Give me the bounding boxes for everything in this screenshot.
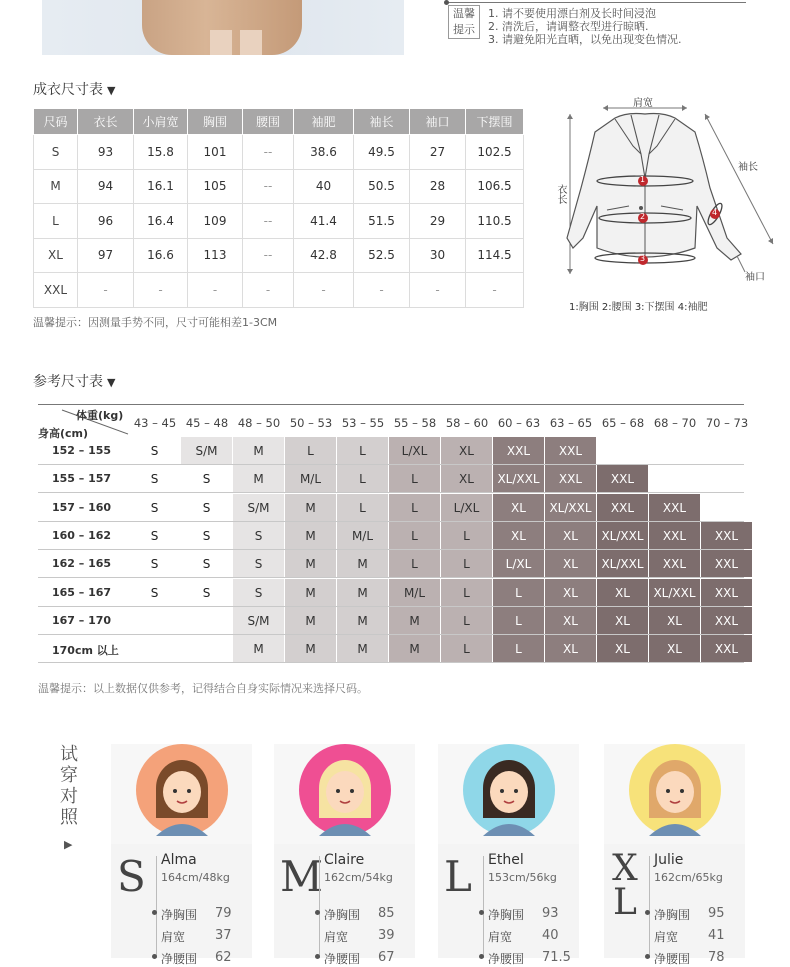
size-cell: L <box>389 465 440 492</box>
size-cell: XXL <box>597 465 648 492</box>
table-cell: - <box>78 273 134 308</box>
table-cell: 30 <box>410 238 466 273</box>
size-cell: M <box>389 635 440 662</box>
measurement-note: 温馨提示：因测量手势不同，尺寸可能相差1-3CM <box>33 316 278 329</box>
column-header: 胸围 <box>188 109 243 135</box>
size-cell: XXL <box>701 607 752 634</box>
table-row <box>38 579 744 607</box>
size-cell: XXL <box>701 522 752 549</box>
table-cell: - <box>354 273 410 308</box>
size-cell: XXL <box>34 273 78 308</box>
size-cell: XL/XXL <box>597 550 648 577</box>
divider <box>483 856 484 958</box>
care-instructions <box>446 2 746 46</box>
bust-label: 净胸围 <box>324 908 361 922</box>
size-cell: M <box>337 607 388 634</box>
waist-row <box>161 950 232 967</box>
size-cell: M <box>34 169 78 204</box>
marker-number: 3 <box>640 254 646 263</box>
model-card <box>438 744 579 966</box>
bullet-dot <box>479 910 484 915</box>
table-row <box>38 550 744 578</box>
size-cell: XXL <box>545 465 596 492</box>
avatar-illustration <box>136 744 228 836</box>
table-cell: - <box>294 273 354 308</box>
table-row <box>34 273 524 308</box>
table-cell: -- <box>243 204 294 239</box>
fitting-title: 试穿对照 <box>60 744 78 828</box>
size-cell: M <box>285 494 336 521</box>
size-cell: M <box>285 522 336 549</box>
bust-row <box>324 906 395 923</box>
size-cell: L <box>441 579 492 606</box>
table-cell: 102.5 <box>466 135 524 170</box>
size-cell: XL <box>545 550 596 577</box>
table-row <box>38 494 744 522</box>
weight-column-header: 55 – 58 <box>393 416 437 430</box>
table-row <box>38 607 744 635</box>
table-cell: 106.5 <box>466 169 524 204</box>
size-cell: M/L <box>285 465 336 492</box>
size-cell: XL <box>34 238 78 273</box>
shoulder-label: 肩宽 <box>324 930 349 944</box>
shoulder-value: 39 <box>378 928 395 943</box>
table-cell: 113 <box>188 238 243 273</box>
table-cell: 16.4 <box>134 204 188 239</box>
shoulder-label: 肩宽 <box>654 930 679 944</box>
weight-column-header: 70 – 73 <box>705 416 749 430</box>
waist-label: 净腰围 <box>488 952 525 966</box>
model-height-weight: 164cm/48kg <box>161 871 230 884</box>
bust-row <box>488 906 559 923</box>
marker-number: 1 <box>640 175 646 184</box>
care-item: 3. 请避免阳光直晒，以免出现变色情况. <box>488 33 682 46</box>
jacket-illustration <box>545 88 785 298</box>
shoulder-value: 41 <box>708 928 725 943</box>
table-cell: 51.5 <box>354 204 410 239</box>
table-cell: 49.5 <box>354 135 410 170</box>
size-letter-part: L <box>613 882 637 923</box>
size-cell: XL <box>545 522 596 549</box>
waist-row <box>324 950 395 967</box>
model-name: Ethel <box>488 852 524 868</box>
waist-label: 净腰围 <box>654 952 691 966</box>
size-cell: XL <box>441 465 492 492</box>
size-cell: L <box>389 550 440 577</box>
size-cell: XXL <box>649 550 700 577</box>
table-cell: 15.8 <box>134 135 188 170</box>
model-name: Julie <box>654 852 684 868</box>
column-header: 下摆围 <box>466 109 524 135</box>
model-name: Alma <box>161 852 197 868</box>
bust-value: 85 <box>378 906 395 921</box>
height-range-label: 167 – 170 <box>52 613 112 627</box>
size-cell: L/XL <box>389 437 440 464</box>
leg-image <box>240 30 262 55</box>
bust-label: 净胸围 <box>654 908 691 922</box>
shoulder-row <box>488 928 559 945</box>
size-cell: S/M <box>233 494 284 521</box>
size-cell: L <box>493 579 544 606</box>
table-cell: 114.5 <box>466 238 524 273</box>
size-letter: M <box>280 852 324 901</box>
table-cell: 110.5 <box>466 204 524 239</box>
avatar-illustration <box>629 744 721 836</box>
waist-label: 净腰围 <box>161 952 198 966</box>
bullet-dot <box>315 910 320 915</box>
size-cell: S <box>129 494 180 521</box>
model-card <box>274 744 415 966</box>
shoulder-value: 40 <box>542 928 559 943</box>
column-header: 腰围 <box>243 109 294 135</box>
table-cell: 109 <box>188 204 243 239</box>
garment-size-table <box>33 108 524 308</box>
table-cell: 105 <box>188 169 243 204</box>
size-cell: S <box>181 494 232 521</box>
product-photo <box>42 0 404 55</box>
size-cell: L <box>441 635 492 662</box>
body-length-label: 衣长 <box>555 184 566 204</box>
weight-column-header: 60 – 63 <box>497 416 541 430</box>
size-cell: M <box>285 635 336 662</box>
size-cell: L <box>493 635 544 662</box>
size-cell: S <box>34 135 78 170</box>
table-cell: -- <box>243 238 294 273</box>
size-cell: S <box>129 465 180 492</box>
size-cell: XL <box>649 635 700 662</box>
caret-down-icon: ▼ <box>107 84 116 97</box>
height-range-label: 170cm 以上 <box>52 644 119 658</box>
size-cell: S <box>129 579 180 606</box>
size-cell: L <box>337 494 388 521</box>
bust-value: 79 <box>215 906 232 921</box>
model-avatar <box>299 744 391 836</box>
size-cell: XL <box>545 579 596 606</box>
shoulder-label: 肩宽 <box>633 98 653 109</box>
table-cell: -- <box>243 169 294 204</box>
table-row <box>34 135 524 170</box>
table-row <box>34 204 524 239</box>
size-cell: M <box>389 607 440 634</box>
size-cell: S <box>181 522 232 549</box>
weight-column-header: 45 – 48 <box>185 416 229 430</box>
size-cell: XXL <box>701 579 752 606</box>
table-cell: 50.5 <box>354 169 410 204</box>
table-cell: - <box>188 273 243 308</box>
table-cell: - <box>410 273 466 308</box>
size-cell: L <box>34 204 78 239</box>
size-cell: XL <box>545 607 596 634</box>
table-cell: 41.4 <box>294 204 354 239</box>
height-range-label: 162 – 165 <box>52 557 112 571</box>
waist-value: 62 <box>215 950 232 965</box>
size-cell: XL <box>545 635 596 662</box>
table-cell: 94 <box>78 169 134 204</box>
model-height-weight: 162cm/65kg <box>654 871 723 884</box>
bust-label: 净胸围 <box>161 908 198 922</box>
reference-size-title-text: 参考尺寸表 <box>33 374 103 390</box>
model-avatar <box>136 744 228 836</box>
divider <box>38 404 744 405</box>
size-cell: S <box>129 522 180 549</box>
table-cell: -- <box>243 135 294 170</box>
size-cell: L <box>493 607 544 634</box>
size-cell: S <box>181 550 232 577</box>
model-card <box>111 744 252 966</box>
table-cell: 97 <box>78 238 134 273</box>
table-cell: 40 <box>294 169 354 204</box>
leg-image <box>210 30 232 55</box>
size-cell: S <box>129 437 180 464</box>
model-height-weight: 162cm/54kg <box>324 871 393 884</box>
model-name: Claire <box>324 852 365 868</box>
height-range-label: 152 – 155 <box>52 444 112 457</box>
model-height-weight: 153cm/56kg <box>488 871 557 884</box>
size-cell: M <box>337 579 388 606</box>
size-cell: XL/XXL <box>649 579 700 606</box>
size-cell: M <box>337 635 388 662</box>
size-cell: L <box>441 607 492 634</box>
size-cell: XL/XXL <box>597 522 648 549</box>
size-letter: L <box>444 852 472 901</box>
care-list <box>488 7 682 46</box>
bullet-dot <box>645 910 650 915</box>
waist-value: 78 <box>708 950 725 965</box>
sleeve-length-label: 袖长 <box>738 162 758 173</box>
size-cell: XL <box>493 522 544 549</box>
table-row <box>34 238 524 273</box>
avatar-illustration <box>463 744 555 836</box>
size-cell: XXL <box>649 494 700 521</box>
size-cell: M <box>233 437 284 464</box>
bust-value: 95 <box>708 906 725 921</box>
table-cell: - <box>243 273 294 308</box>
size-cell: XL <box>649 607 700 634</box>
weight-column-header: 63 – 65 <box>549 416 593 430</box>
shoulder-row <box>161 928 232 945</box>
reference-note: 温馨提示：以上数据仅供参考，记得结合自身实际情况来选择尺码。 <box>38 682 368 695</box>
model-avatar <box>629 744 721 836</box>
size-cell: XL <box>493 494 544 521</box>
diagram-legend: 1:胸围 2:腰围 3:下摆围 4:袖肥 <box>569 302 708 313</box>
size-cell: M <box>285 607 336 634</box>
table-row <box>38 465 744 493</box>
size-cell: XL/XXL <box>493 465 544 492</box>
size-cell: XL <box>597 579 648 606</box>
weight-column-header: 50 – 53 <box>289 416 333 430</box>
size-cell: S <box>181 465 232 492</box>
care-label: 温馨提示 <box>448 5 480 39</box>
size-cell: S/M <box>181 437 232 464</box>
bullet-dot <box>479 954 484 959</box>
table-cell: 42.8 <box>294 238 354 273</box>
height-range-label: 157 – 160 <box>52 500 112 514</box>
weight-column-header: 43 – 45 <box>133 416 177 430</box>
size-cell: L <box>441 522 492 549</box>
table-cell: 28 <box>410 169 466 204</box>
model-avatar <box>463 744 555 836</box>
size-cell: XXL <box>649 522 700 549</box>
bust-label: 净胸围 <box>488 908 525 922</box>
size-cell: L/XL <box>493 550 544 577</box>
care-item: 2. 清洗后，请调整衣型进行晾晒. <box>488 20 649 33</box>
weight-axis-label: 体重(kg) <box>76 409 124 422</box>
size-cell: S <box>129 550 180 577</box>
weight-column-header: 53 – 55 <box>341 416 385 430</box>
size-cell: M <box>233 635 284 662</box>
cuff-label: 袖口 <box>745 272 765 283</box>
table-row <box>38 522 744 550</box>
table-cell: 16.1 <box>134 169 188 204</box>
weight-column-header: 48 – 50 <box>237 416 281 430</box>
divider <box>156 856 157 958</box>
column-header: 衣长 <box>78 109 134 135</box>
size-cell: S <box>233 550 284 577</box>
waist-value: 67 <box>378 950 395 965</box>
table-row <box>34 169 524 204</box>
measurement-diagram <box>545 88 785 318</box>
divider <box>649 856 650 958</box>
shoulder-row <box>324 928 395 945</box>
garment-size-title <box>33 79 115 99</box>
height-axis-label: 身高(cm) <box>38 427 89 440</box>
size-cell: S <box>233 522 284 549</box>
size-cell: L <box>389 522 440 549</box>
size-cell: S <box>181 579 232 606</box>
waist-row <box>654 950 725 967</box>
care-item: 1. 请不要使用漂白剂及长时间浸泡 <box>488 7 656 20</box>
play-arrow-icon: ▶ <box>64 838 73 851</box>
bullet-dot <box>152 954 157 959</box>
weight-column-header: 68 – 70 <box>653 416 697 430</box>
height-range-label: 160 – 162 <box>52 528 112 542</box>
waist-label: 净腰围 <box>324 952 361 966</box>
column-header: 袖肥 <box>294 109 354 135</box>
table-cell: 38.6 <box>294 135 354 170</box>
size-letter <box>610 848 640 923</box>
height-range-label: 155 – 157 <box>52 472 112 486</box>
column-header: 小肩宽 <box>134 109 188 135</box>
shoulder-row <box>654 928 725 945</box>
table-cell: 93 <box>78 135 134 170</box>
table-cell: 101 <box>188 135 243 170</box>
size-cell: XXL <box>493 437 544 464</box>
size-cell: L <box>337 437 388 464</box>
size-cell: XL/XXL <box>545 494 596 521</box>
size-cell: L <box>285 437 336 464</box>
marker-number: 2 <box>640 212 646 221</box>
column-header: 袖口 <box>410 109 466 135</box>
size-cell: M <box>337 550 388 577</box>
divider <box>319 856 320 958</box>
size-cell: XL <box>597 635 648 662</box>
marker-number: 4 <box>712 208 718 217</box>
column-header: 袖长 <box>354 109 410 135</box>
table-row <box>38 635 744 663</box>
weight-column-header: 65 – 68 <box>601 416 645 430</box>
size-cell: M <box>285 550 336 577</box>
garment-size-title-text: 成衣尺寸表 <box>33 82 103 98</box>
bullet-dot <box>152 910 157 915</box>
height-range-label: 165 – 167 <box>52 585 112 599</box>
waist-row <box>488 950 571 967</box>
size-cell: XXL <box>597 494 648 521</box>
size-cell: XXL <box>701 635 752 662</box>
bullet-dot <box>645 954 650 959</box>
size-cell: XXL <box>545 437 596 464</box>
table-cell: 29 <box>410 204 466 239</box>
size-cell: S <box>233 579 284 606</box>
reference-size-table <box>38 404 749 664</box>
size-letter-part: X <box>612 848 638 889</box>
size-cell: S/M <box>233 607 284 634</box>
caret-down-icon: ▼ <box>107 376 116 389</box>
table-header-row <box>34 109 524 135</box>
table-cell: 52.5 <box>354 238 410 273</box>
bust-row <box>161 906 232 923</box>
size-cell: M/L <box>337 522 388 549</box>
table-cell: 27 <box>410 135 466 170</box>
table-cell: 96 <box>78 204 134 239</box>
shoulder-label: 肩宽 <box>488 930 513 944</box>
size-cell: M <box>233 465 284 492</box>
table-cell: 16.6 <box>134 238 188 273</box>
weight-column-header: 58 – 60 <box>445 416 489 430</box>
size-cell: XL <box>441 437 492 464</box>
size-cell: L <box>441 550 492 577</box>
size-cell: M/L <box>389 579 440 606</box>
size-cell: L/XL <box>441 494 492 521</box>
table-cell: - <box>466 273 524 308</box>
table-cell: - <box>134 273 188 308</box>
waist-value: 71.5 <box>542 950 571 965</box>
size-cell: L <box>337 465 388 492</box>
table-row <box>38 437 744 465</box>
bust-value: 93 <box>542 906 559 921</box>
column-header: 尺码 <box>34 109 78 135</box>
shoulder-value: 37 <box>215 928 232 943</box>
size-cell: XXL <box>701 550 752 577</box>
bullet-dot <box>315 954 320 959</box>
size-cell: M <box>285 579 336 606</box>
shoulder-label: 肩宽 <box>161 930 186 944</box>
avatar-illustration <box>299 744 391 836</box>
size-cell: XL <box>597 607 648 634</box>
size-letter: S <box>117 852 146 901</box>
model-card <box>604 744 745 966</box>
reference-size-title <box>33 371 115 391</box>
size-cell: L <box>389 494 440 521</box>
bust-row <box>654 906 725 923</box>
